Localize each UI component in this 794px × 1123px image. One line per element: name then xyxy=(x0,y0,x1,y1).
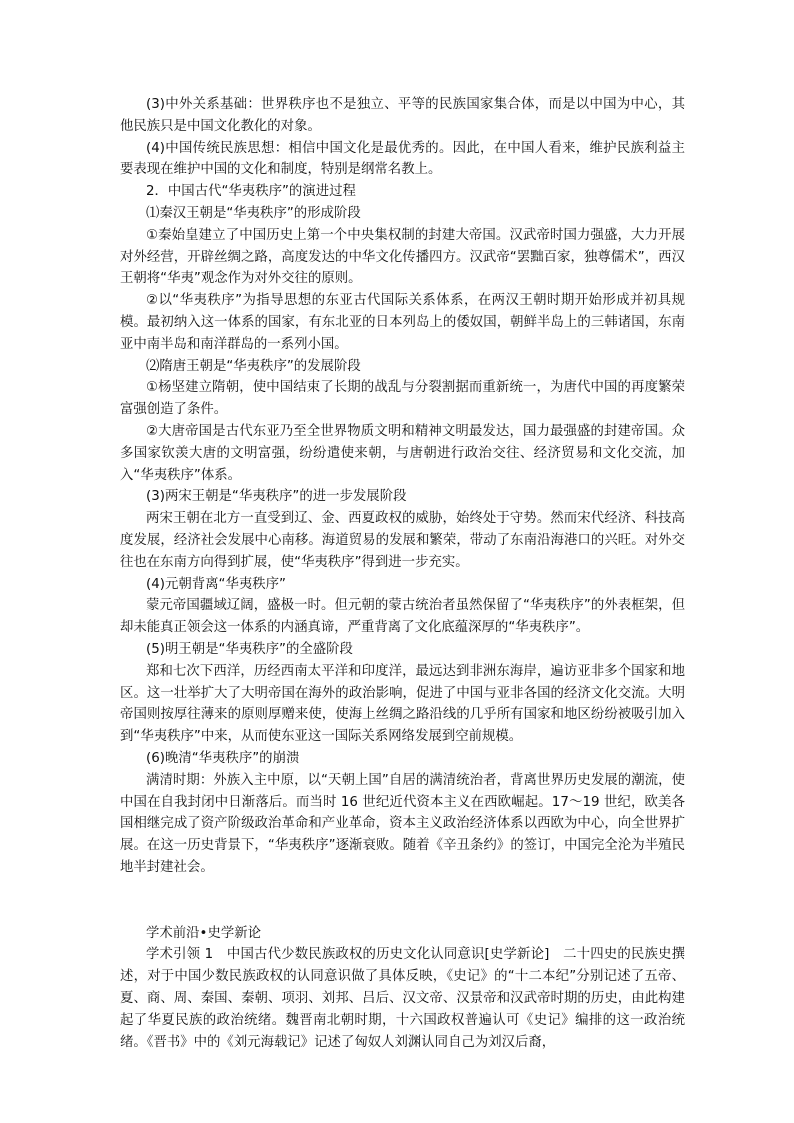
subsection-heading: ⑵隋唐王朝是“华夷秩序”的发展阶段 xyxy=(146,358,361,374)
section-title: 学术前沿•史学新论 xyxy=(146,925,262,941)
document-page xyxy=(120,94,685,1053)
subsection-heading: (5)明王朝是“华夷秩序”的全盛阶段 xyxy=(146,641,353,657)
subsection-heading: (3)两宋王朝是“华夷秩序”的进一步发展阶段 xyxy=(146,489,407,505)
subsection-heading: (6)晚清“华夷秩序”的崩溃 xyxy=(146,750,300,766)
paragraph: 满清时期：外族入主中原，以“天朝上国”自居的满清统治者，背离世界历史发展的潮流，使中国在自我封闭中日渐落后。而当时 16 世纪近代资本主义在西欧崛起。17～19 世纪，欧美各国相继完成了资产阶级政治革命和产业革命，资本主义政治经济体系以西欧为中心，向全世界扩展。在这一历史背景下，“华夷秩序”逐渐衰败。随着《辛丑条约》的签订，中国完全沦为半殖民地半封建社会。 xyxy=(120,772,685,875)
paragraph: ①杨坚建立隋朝，使中国结束了长期的战乱与分裂割据而重新统一，为唐代中国的再度繁荣富强创造了条件。 xyxy=(120,380,685,418)
paragraph: 学术引领 1 中国古代少数民族政权的历史文化认同意识[史学新论] 二十四史的民族史撰述，对于中国少数民族政权的认同意识做了具体反映，《史记》的“十二本纪”分别记述了五帝、夏、商、周、秦国、秦朝、项羽、刘邦、吕后、汉文帝、汉景帝和汉武帝时期的历史，由此构建起了华夏民族的政治统绪。魏晋南北朝时期，十六国政权普遍认可《史记》编排的这一政治统绪。《晋书》中的《刘元海载记》记述了匈奴人刘渊认同自己为刘汉后裔， xyxy=(120,947,685,1050)
paragraph: ②以“华夷秩序”为指导思想的东亚古代国际关系体系，在两汉王朝时期开始形成并初具规模。最初纳入这一体系的国家，有东北亚的日本列岛上的倭奴国，朝鲜半岛上的三韩诸国，东南亚中南半岛和南洋群岛的一系列小国。 xyxy=(120,293,685,352)
paragraph: (3)中外关系基础：世界秩序也不是独立、平等的民族国家集合体，而是以中国为中心，其他民族只是中国文化教化的对象。 xyxy=(120,97,685,134)
paragraph: 两宋王朝在北方一直受到辽、金、西夏政权的威胁，始终处于守势。然而宋代经济、科技高度发展，经济社会发展中心南移。海道贸易的发展和繁荣，带动了东南沿海港口的兴旺。对外交往也在东南方向得到扩展，使“华夷秩序”得到进一步充实。 xyxy=(120,511,685,570)
paragraph: (4)中国传统民族思想：相信中国文化是最优秀的。因此，在中国人看来，维护民族利益主要表现在维护中国的文化和制度，特别是纲常名教上。 xyxy=(120,140,685,178)
paragraph: 蒙元帝国疆域辽阔，盛极一时。但元朝的蒙古统治者虽然保留了“华夷秩序”的外表框架，但却未能真正领会这一体系的内涵真谛，严重背离了文化底蕴深厚的“华夷秩序”。 xyxy=(120,598,685,636)
paragraph: ②大唐帝国是古代东亚乃至全世界物质文明和精神文明最发达，国力最强盛的封建帝国。众多国家钦羡大唐的文明富强，纷纷遣使来朝，与唐朝进行政治交往、经济贸易和文化交流，加入“华夷秩序”体系。 xyxy=(120,423,685,483)
paragraph: 郑和七次下西洋，历经西南太平洋和印度洋，最远达到非洲东海岸，遍访亚非多个国家和地区。这一壮举扩大了大明帝国在海外的政治影响，促进了中国与亚非各国的经济文化交流。大明帝国则按厚往薄来的原则厚赠来使，使海上丝绸之路沿线的几乎所有国家和地区纷纷被吸引加入到“华夷秩序”中来，从而使东亚这一国际关系网络发展到空前规模。 xyxy=(120,663,685,745)
subsection-heading: ⑴秦汉王朝是“华夷秩序”的形成阶段 xyxy=(146,205,361,221)
spacer xyxy=(120,879,685,923)
subsection-heading: (4)元朝背离“华夷秩序” xyxy=(146,576,286,592)
paragraph: ①秦始皇建立了中国历史上第一个中央集权制的封建大帝国。汉武帝时国力强盛，大力开展对外经营，开辟丝绸之路，高度发达的中华文化传播四方。汉武帝“罢黜百家，独尊儒术”，西汉王朝将“华夷”观念作为对外交往的原则。 xyxy=(120,227,685,287)
section-heading: 2．中国古代“华夷秩序”的演进过程 xyxy=(146,184,356,200)
